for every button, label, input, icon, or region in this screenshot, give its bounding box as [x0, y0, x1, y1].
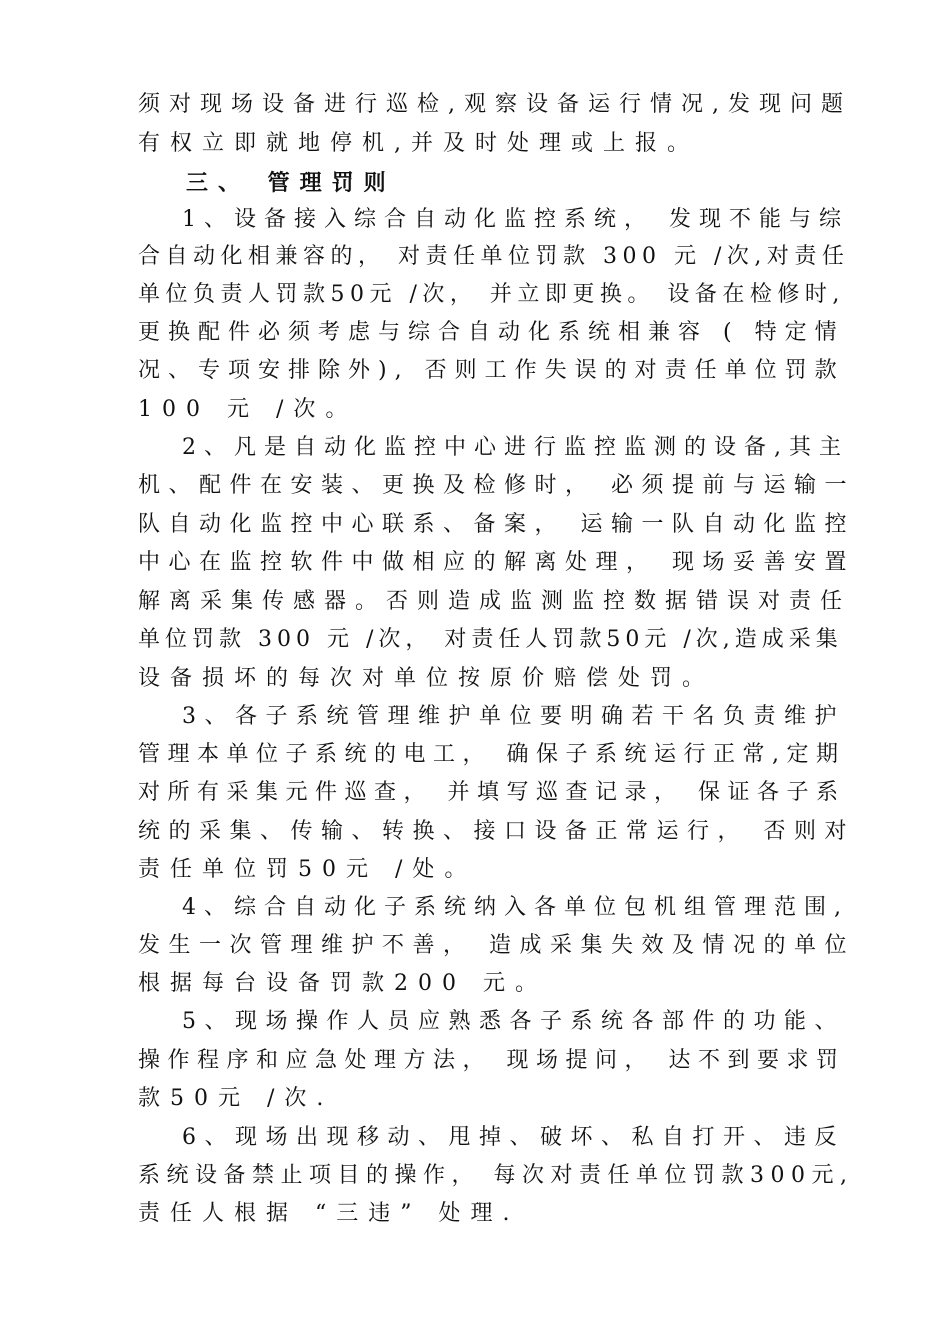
text-line: 更换配件必须考虑与综合自动化系统相兼容 ( 特定情 — [138, 320, 845, 345]
text-line: 机、配件在安装、更换及检修时， 必须提前与运输一 — [138, 473, 855, 498]
text-line: 款50元 /次. — [138, 1086, 334, 1111]
text-line: 6、现场出现移动、甩掉、破坏、私自打开、违反 — [182, 1125, 845, 1150]
text-line: 设备损坏的每次对单位按原价赔偿处罚。 — [138, 666, 715, 691]
text-line: 对所有采集元件巡查， 并填写巡查记录， 保证各子系 — [138, 780, 846, 805]
text-line: 100 元 /次。 — [138, 397, 358, 422]
text-line: 系统设备禁止项目的操作， 每次对责任单位罚款300元, — [138, 1163, 854, 1188]
text-line: 合自动化相兼容的， 对责任单位罚款 300 元 /次,对责任 — [138, 244, 850, 269]
text-line: 2、凡是自动化监控中心进行监控监测的设备,其主 — [182, 435, 849, 460]
text-line: 须对现场设备进行巡检,观察设备运行情况,发现问题 — [138, 92, 852, 117]
text-line: 解离采集传感器。否则造成监测监控数据错误对责任 — [138, 589, 852, 614]
text-line: 操作程序和应急处理方法， 现场提问， 达不到要求罚 — [138, 1048, 846, 1073]
text-line: 统的采集、传输、转换、接口设备正常运行， 否则对 — [138, 819, 855, 844]
text-line: 4、综合自动化子系统纳入各单位包机组管理范围, — [182, 895, 849, 920]
text-line: 有权立即就地停机,并及时处理或上报。 — [138, 131, 699, 156]
text-line: 责任人根据 “三违” 处理. — [138, 1201, 520, 1226]
text-line: 3、各子系统管理维护单位要明确若干名负责维护 — [182, 704, 845, 729]
text-line: 管理本单位子系统的电工， 确保子系统运行正常,定期 — [138, 742, 846, 767]
section-heading: 三、 管理罚则 — [186, 170, 396, 196]
text-line: 责任单位罚50元 /处。 — [138, 857, 477, 882]
text-line: 队自动化监控中心联系、备案， 运输一队自动化监控 — [138, 512, 855, 537]
text-line: 1、设备接入综合自动化监控系统， 发现不能与综 — [182, 207, 849, 232]
text-line: 根据每台设备罚款200 元。 — [138, 971, 547, 996]
text-line: 发生一次管理维护不善， 造成采集失效及情况的单位 — [138, 933, 855, 958]
text-line: 单位罚款 300 元 /次， 对责任人罚款50元 /次,造成采集 — [138, 627, 843, 652]
text-line: 5、现场操作人员应熟悉各子系统各部件的功能、 — [182, 1009, 845, 1034]
text-line: 中心在监控软件中做相应的解离处理， 现场妥善安置 — [138, 550, 855, 575]
text-line: 况、专项安排除外), 否则工作失误的对责任单位罚款 — [138, 358, 845, 383]
text-line: 单位负责人罚款50元 /次， 并立即更换。 设备在检修时, — [138, 282, 845, 307]
